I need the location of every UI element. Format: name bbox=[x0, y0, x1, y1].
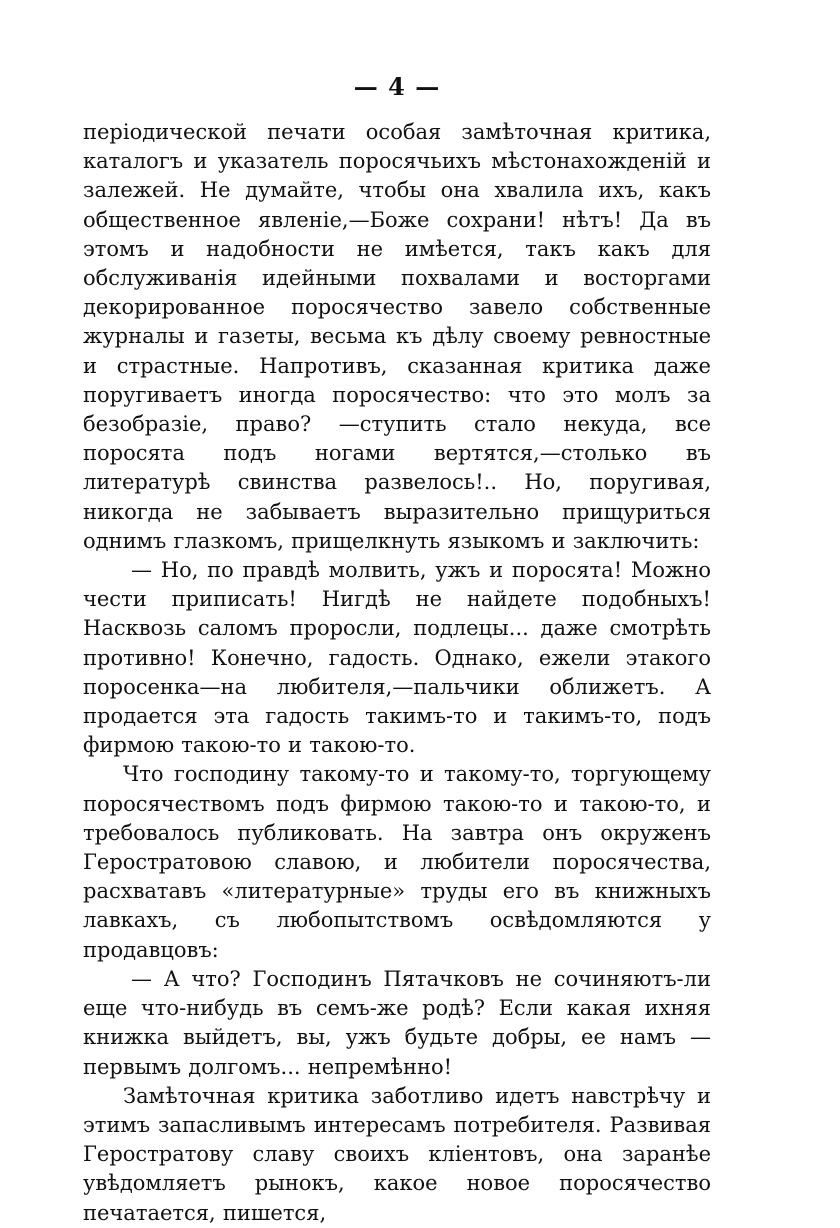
paragraph-dialogue-buyer: — А что? Господинъ Пятачковъ не сочиняютъ-ли еще что-нибудь въ семъ-же родѣ? Если какая ихняя книжка выйдетъ, вы, ужъ будьте добры, ее намъ — первымъ долгомъ... непремѣнно! bbox=[83, 966, 711, 1079]
book-page bbox=[83, 70, 711, 1228]
paragraph-continuation: періодической печати особая замѣточная критика, каталогъ и указатель поросячьихъ мѣстонахожденій и залежей. Не думайте, чтобы она хвалила ихъ, какъ общественное явленіе,—Боже сохрани! нѣтъ! Да въ этомъ и надобности не имѣется, такъ какъ для обслуживанія идейными похвалами и восторгами декорированное поросячество завело собственные журналы и газеты, весьма къ дѣлу своему ревностные и страстные. Напротивъ, сказанная критика даже поругиваетъ иногда поросячество: что это молъ за безобразіе, право? —ступить стало некуда, все поросята подъ ногами вертятся,—столько въ литературѣ свинства развелось!.. Но, поругивая, никогда не забываетъ выразительно прищуриться однимъ глазкомъ, прищелкнуть языкомъ и заключить: bbox=[83, 120, 711, 553]
paragraph-dialogue-critic: — Но, по правдѣ молвить, ужъ и поросята! Можно чести приписать! Нигдѣ не найдете подобныхъ! Насквозь саломъ проросли, подлецы... даже смотрѣть противно! Конечно, гадость. Однако, ежели этакого поросенка—на любителя,—пальчики оближетъ. А продается эта гадость такимъ-то и такимъ-то, подъ фирмою такою-то и такою-то. bbox=[83, 558, 711, 758]
page-number: — 4 — bbox=[353, 72, 441, 101]
paragraph-critic-service: Замѣточная критика заботливо идетъ навстрѣчу и этимъ запасливымъ интересамъ потребителя. Развивая Геростратову славу своихъ кліентовъ, она заранѣе увѣдомляетъ рынокъ, какое новое поросячество печатается, пишется, bbox=[83, 1083, 711, 1225]
paragraph-publication: Что господину такому-то и такому-то, торгующему поросячествомъ подъ фирмою такою-то и такою-то, и требовалось публиковать. На завтра онъ окруженъ Геростратовою славою, и любители поросячества, расхватавъ «литературные» труды его въ книжныхъ лавкахъ, съ любопытствомъ освѣдомляются у продавцовъ: bbox=[83, 762, 711, 962]
